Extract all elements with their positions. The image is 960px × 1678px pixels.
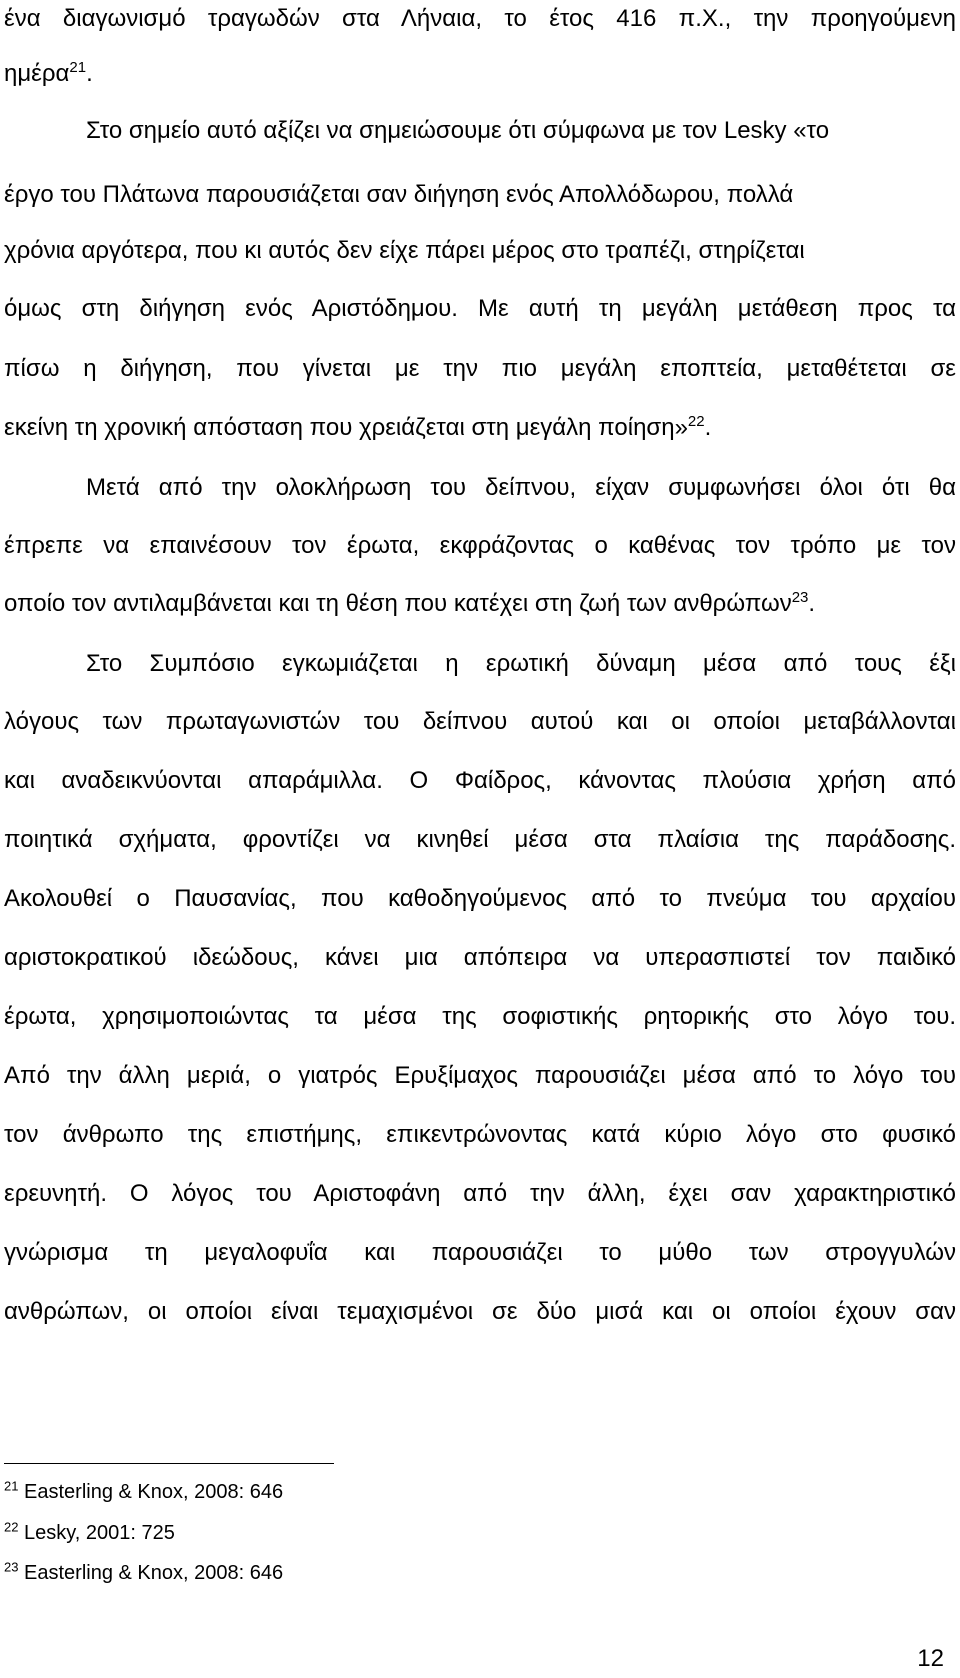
- text-line: ποιητικά σχήματα, φροντίζει να κινηθεί μέσα στα πλαίσια της παράδοσης.: [4, 826, 956, 853]
- text-line: [4, 590, 956, 618]
- footnote: [4, 1561, 283, 1585]
- footnote-text: Easterling & Knox, 2008: 646: [24, 1562, 284, 1584]
- footnote-number: 23: [4, 1559, 19, 1575]
- footnote-number: 21: [4, 1478, 19, 1494]
- text-line-body: οποίο τον αντιλαμβάνεται και τη θέση που κατέχει στη ζωή των ανθρώπων: [4, 590, 792, 617]
- page-number: 12: [917, 1645, 944, 1672]
- text-line: και αναδεικνύονται απαράμιλλα. Ο Φαίδρος, κάνοντας πλούσια χρήση από: [4, 767, 956, 794]
- text-line: όμως στη διήγηση ενός Αριστόδημου. Με αυτή τη μεγάλη μετάθεση προς τα: [4, 295, 956, 322]
- text-line: έπρεπε να επαινέσουν τον έρωτα, εκφράζοντας ο καθένας τον τρόπο με τον: [4, 532, 956, 559]
- text-line: Στο σημείο αυτό αξίζει να σημειώσουμε ότι σύμφωνα με τον Lesky «το: [86, 117, 830, 144]
- footnote-ref: 21: [69, 59, 87, 76]
- text-line: [4, 414, 956, 442]
- text-line: Στο Συμπόσιο εγκωμιάζεται η ερωτική δύναμη μέσα από τους έξι: [86, 650, 956, 677]
- text-line: αριστοκρατικού ιδεώδους, κάνει μια απόπειρα να υπερασπιστεί τον παιδικό: [4, 944, 956, 971]
- text-line: ένα διαγωνισμό τραγωδών στα Λήναια, το έτος 416 π.Χ., την προηγούμενη: [4, 5, 956, 32]
- text-line-tail: .: [808, 590, 816, 617]
- text-line: Μετά από την ολοκλήρωση του δείπνου, είχαν συμφωνήσει όλοι ότι θα: [86, 474, 956, 501]
- text-line: [4, 60, 956, 88]
- footnote-text: Lesky, 2001: 725: [24, 1522, 175, 1544]
- text-line: τον άνθρωπο της επιστήμης, επικεντρώνοντας κατά κύριο λόγο στο φυσικό: [4, 1121, 956, 1148]
- text-line: έργο του Πλάτωνα παρουσιάζεται σαν διήγηση ενός Απολλόδωρου, πολλά: [4, 181, 794, 208]
- text-line: γνώρισμα τη μεγαλοφυΐα και παρουσιάζει το μύθο των στρογγυλών: [4, 1239, 956, 1266]
- footnote-ref: 23: [791, 589, 809, 606]
- text-line-body: ημέρα: [4, 60, 70, 87]
- text-line-tail: .: [86, 60, 93, 87]
- footnote-separator: [4, 1463, 334, 1464]
- text-line: λόγους των πρωταγωνιστών του δείπνου αυτού και οι οποίοι μεταβάλλονται: [4, 708, 956, 735]
- footnote-ref: 22: [687, 413, 705, 430]
- text-line: Ακολουθεί ο Παυσανίας, που καθοδηγούμενος από το πνεύμα του αρχαίου: [4, 885, 956, 912]
- text-line: ανθρώπων, οι οποίοι είναι τεμαχισμένοι σε δύο μισά και οι οποίοι έχουν σαν: [4, 1298, 956, 1325]
- text-line-body: εκείνη τη χρονική απόσταση που χρειάζεται στη μεγάλη ποίηση»: [4, 414, 688, 441]
- text-line: έρωτα, χρησιμοποιώντας τα μέσα της σοφιστικής ρητορικής στο λόγο του.: [4, 1003, 956, 1030]
- footnote-text: Easterling & Knox, 2008: 646: [24, 1481, 284, 1503]
- footnote-number: 22: [4, 1519, 19, 1535]
- text-line: Από την άλλη μεριά, ο γιατρός Ερυξίμαχος παρουσιάζει μέσα από το λόγο του: [4, 1062, 956, 1089]
- text-line: χρόνια αργότερα, που κι αυτός δεν είχε πάρει μέρος στο τραπέζι, στηρίζεται: [4, 237, 805, 264]
- footnote: [4, 1480, 283, 1504]
- text-line: ερευνητή. Ο λόγος του Αριστοφάνη από την άλλη, έχει σαν χαρακτηριστικό: [4, 1180, 956, 1207]
- footnote: [4, 1521, 175, 1545]
- text-line-tail: .: [704, 414, 712, 441]
- text-line: πίσω η διήγηση, που γίνεται με την πιο μεγάλη εποπτεία, μεταθέτεται σε: [4, 355, 956, 382]
